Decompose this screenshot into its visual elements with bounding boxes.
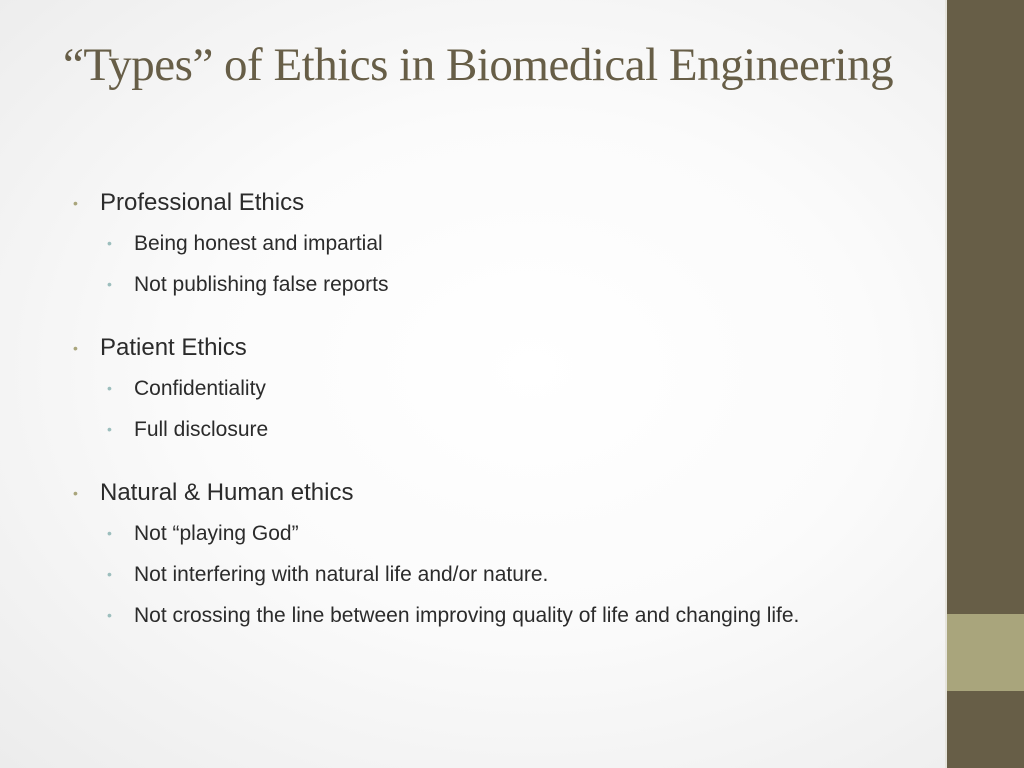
bullet-dot-icon: • — [107, 276, 112, 292]
bullet-dot-icon: • — [107, 525, 112, 541]
bullet-text: Being honest and impartial — [134, 232, 383, 255]
bullet-level2 — [107, 372, 933, 405]
bullet-dot-icon: • — [107, 380, 112, 396]
bullet-level1 — [73, 329, 933, 367]
section-heading: Natural & Human ethics — [100, 479, 354, 506]
bullet-text: Not crossing the line between improving quality of life and changing life. — [134, 604, 800, 627]
bullet-list — [73, 184, 933, 660]
bullet-dot-icon: • — [73, 485, 78, 501]
bullet-level2 — [107, 599, 933, 632]
bullet-dot-icon: • — [73, 340, 78, 356]
bullet-level1 — [73, 184, 933, 222]
slide-title: “Types” of Ethics in Biomedical Engineering — [63, 39, 894, 91]
section-heading: Patient Ethics — [100, 334, 247, 361]
bullet-dot-icon: • — [107, 607, 112, 623]
bullet-dot-icon: • — [107, 421, 112, 437]
bullet-level2 — [107, 413, 933, 446]
bullet-dot-icon: • — [73, 195, 78, 211]
bullet-level2 — [107, 558, 933, 591]
bullet-level2 — [107, 268, 933, 301]
section-patient-ethics — [73, 329, 933, 446]
bullet-level1 — [73, 474, 933, 512]
bullet-dot-icon: • — [107, 235, 112, 251]
bullet-text: Not “playing God” — [134, 522, 299, 545]
section-heading: Professional Ethics — [100, 189, 305, 216]
section-professional-ethics — [73, 184, 933, 301]
bullet-dot-icon: • — [107, 566, 112, 582]
bullet-level2 — [107, 517, 933, 550]
bullet-text: Not publishing false reports — [134, 273, 389, 296]
sidebar-accent-block — [947, 614, 1024, 691]
section-natural-human-ethics — [73, 474, 933, 632]
bullet-text: Full disclosure — [134, 418, 269, 441]
bullet-level2 — [107, 227, 933, 260]
bullet-text: Not interfering with natural life and/or nature. — [134, 563, 549, 586]
bullet-text: Confidentiality — [134, 377, 266, 400]
